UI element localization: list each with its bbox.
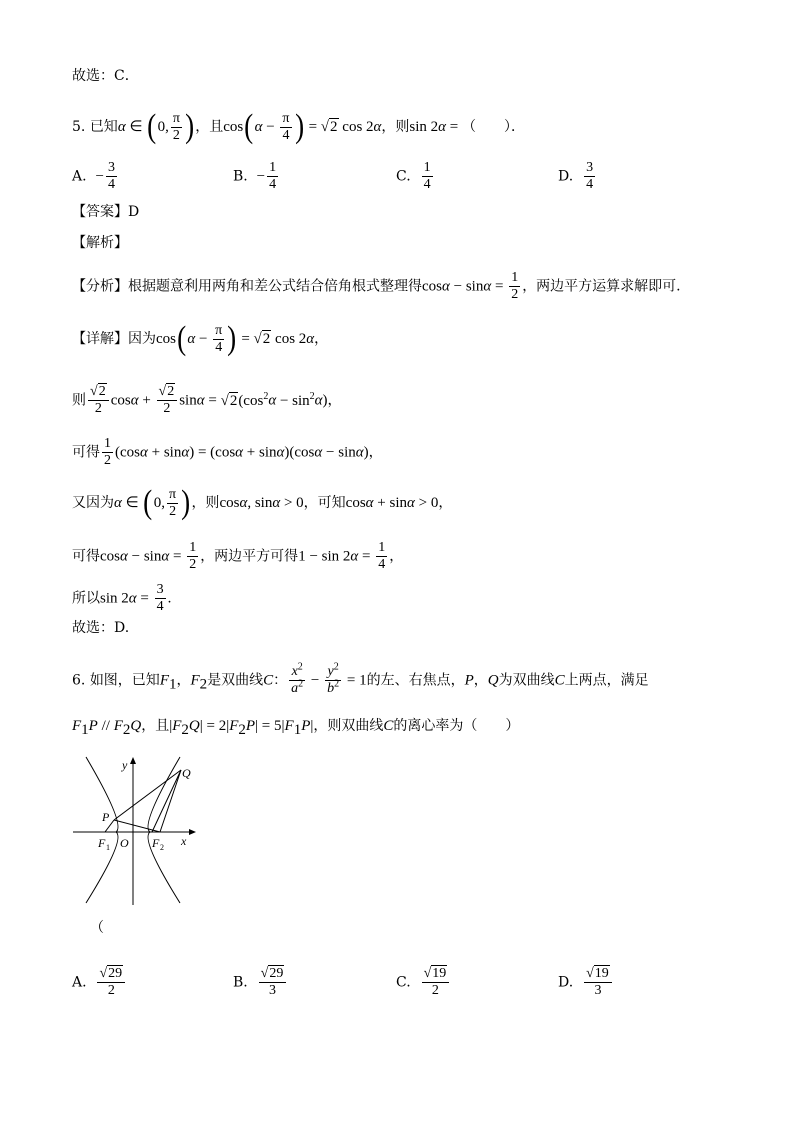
q5-stem-mid2: ，则 [381, 119, 410, 135]
stray-paren: （ [90, 920, 104, 936]
q5-stem-prefix: 已知 [89, 119, 118, 135]
q5-detail-step4: 又因为α ∈ (0, $\frac{\pi}{2}$ )，则cosα, sinα > 0，可知cosα + sinα > 0， [72, 484, 453, 521]
label-Q: Q [182, 766, 191, 780]
label-y: y [122, 758, 128, 772]
q5-detail-step6: 所以sin 2α = $\frac{3}{4}$ . [72, 582, 172, 614]
hyperbola-figure [68, 755, 208, 905]
label-P: P [102, 810, 110, 824]
label-F1-sub: 1 [106, 843, 110, 852]
q5-detail-step5: 可得cosα − sinα = $\frac{1}{2}$ ，两边平方可得1 − sin 2α = $\frac{1}{4}$ ， [72, 540, 404, 572]
label-F1: F [98, 836, 106, 850]
q5-option-b: B. − $\frac{1}{4}$ [233, 160, 277, 192]
q5-number: 5. [72, 119, 86, 135]
line-PQ [114, 770, 181, 820]
q6-option-c: C. $\frac{√19}{2}$ [396, 966, 451, 999]
q6-option-a: A. $\frac{√29}{2}$ [72, 966, 127, 999]
q5-analysis-tag: 【解析】 [72, 235, 128, 251]
x-axis-arrow [189, 829, 196, 835]
previous-answer-text: 故选：C． [72, 68, 139, 84]
q6-option-b: B. $\frac{√29}{3}$ [233, 966, 288, 999]
q5-option-d: D. $\frac{3}{4}$ [558, 160, 594, 192]
q5-conclusion: 故选：D. [72, 620, 130, 636]
answer-tag: 【答案】 [72, 204, 128, 220]
q5-fenxi: 【分析】根据题意利用两角和差公式结合倍角根式整理得cosα − sinα = $\frac{1}{2}$ ，两边平方运算求解即可. [72, 270, 681, 302]
q6-option-d: D. $\frac{√19}{3}$ [558, 966, 614, 999]
y-axis-arrow [130, 757, 136, 764]
q6-stem-line2: $F_1P // F_2Q$，且$|F_2Q| = 2|F_2P| = 5|F_1P|$，则双曲线C的离心率为（ ） [72, 718, 520, 738]
q6-stem-line1: 6. 如图，已知$F_1$，$F_2$是双曲线C： $\frac{x^2}{a^2}$ − $\frac{y^2}{b^2}$ = 1的左、右焦点，P，Q为双曲线C上两点，满足 [72, 661, 649, 696]
q5-answer [72, 202, 139, 222]
label-x: x [181, 834, 187, 848]
left-branch [86, 757, 118, 903]
q5-detail-step3: 可得 $\frac{1}{2}$ (cosα + sinα) = (cosα + sinα)(cosα − sinα)， [72, 436, 383, 468]
label-O: O [120, 836, 129, 850]
label-F2-sub: 2 [160, 843, 164, 852]
line-F2Q [160, 770, 181, 832]
answer-value: D [128, 204, 140, 220]
previous-answer [72, 66, 139, 86]
q5-option-a: A. − $\frac{3}{4}$ [72, 160, 115, 192]
q5-stem-tail: （ ）． [462, 119, 526, 135]
label-F2: F [152, 836, 160, 850]
q5-stem-mid1: ，且 [195, 119, 224, 135]
q5-stem: 5. 已知α ∈ (0, $\frac{\pi}{2}$ )，且cos(α − $\frac{\pi}{4}$ ) = √2 cos 2α，则sin 2α = （ ）． [72, 108, 526, 145]
q5-detail-step1: 【详解】因为cos(α − $\frac{\pi}{4}$ ) = √2 cos 2α， [72, 320, 329, 357]
q5-detail-step2: 则 $\frac{√2}{2}$ cosα + $\frac{√2}{2}$ $\sin\alpha = √2(\cos^2\alpha - \sin^2\alpha)$， [72, 384, 342, 416]
q5-option-c: C. $\frac{1}{4}$ [396, 160, 431, 192]
